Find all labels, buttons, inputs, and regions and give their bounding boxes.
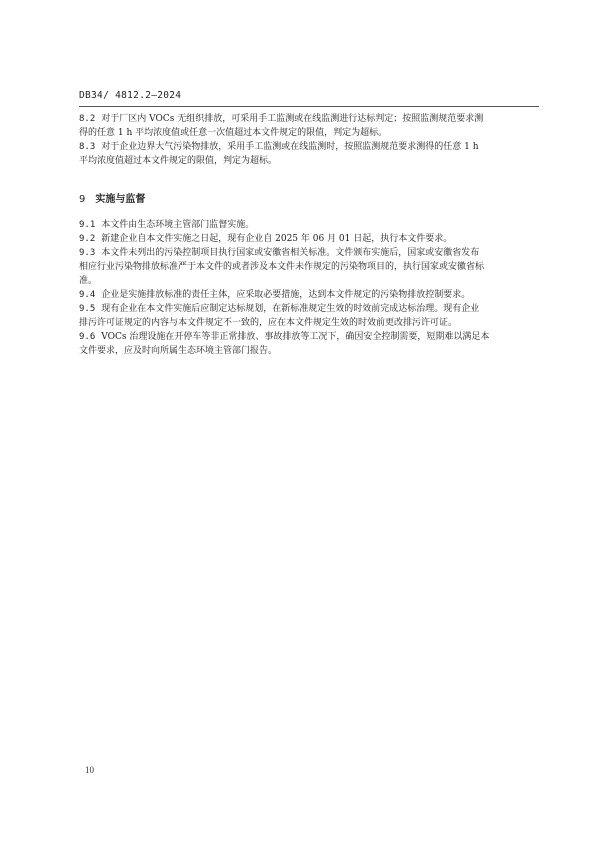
- clause-9-2: [79, 232, 534, 246]
- clause-9-1: [79, 218, 534, 232]
- clause-text: 新建企业自本文件实施之日起，现有企业自 2025 年 06 月 01 日起，执行本文件要求。: [101, 234, 453, 244]
- document-id: DB34/ 4812.2—2024: [79, 90, 182, 101]
- clause-text: 相应行业污染物排放标准严于本文件的或者涉及本文件未作规定的污染物项目的，执行国家或安徽省标: [79, 262, 485, 272]
- clause-text: 本文件未列出的污染控制项目执行国家或安徽省相关标准。文件颁布实施后，国家或安徽省发布: [101, 248, 480, 258]
- clause-text: 排污许可证规定的内容与本文件规定不一致的，应在本文件规定生效的时效前更改排污许可证。: [79, 318, 458, 328]
- section-heading-9: [79, 190, 145, 205]
- clause-number: 8.3: [79, 142, 96, 152]
- clause-text: 企业是实施排放标准的责任主体，应采取必要措施，达到本文件规定的污染物排放控制要求。: [101, 290, 471, 300]
- clause-9-3: [79, 246, 534, 288]
- header-divider: [79, 106, 539, 107]
- clause-text: 对于厂区内 VOCs 无组织排放，可采用手工监测或在线监测进行达标判定；按照监测规范要求测: [101, 114, 484, 124]
- clause-8-2: [79, 112, 534, 140]
- clause-9-6: [79, 330, 534, 358]
- clause-9-4: [79, 288, 534, 302]
- clause-text: 准。: [79, 276, 98, 286]
- clause-text: 对于企业边界大气污染物排放，采用手工监测或在线监测时，按照监测规范要求测得的任意 1 h: [101, 142, 479, 152]
- clause-text: 本文件由生态环境主管部门监督实施。: [101, 220, 255, 230]
- clause-text: 得的任意 1 h 平均浓度值或任意一次值超过本文件规定的限值，判定为超标。: [79, 128, 388, 138]
- clause-number: 9.5: [79, 304, 96, 314]
- clause-text: VOCs 治理设施在开停车等非正常排放、事故排放等工况下，确因安全控制需要，短期难以满足本: [101, 332, 490, 342]
- clause-text: 平均浓度值超过本文件规定的限值，判定为超标。: [79, 156, 278, 166]
- section-title: 实施与监督: [95, 194, 146, 205]
- section-9-block: [79, 218, 534, 358]
- clause-number: 9.4: [79, 290, 96, 300]
- page-number: 10: [85, 765, 94, 775]
- clause-number: 8.2: [79, 114, 96, 124]
- clause-number: 9.1: [79, 220, 96, 230]
- clause-8-3: [79, 140, 534, 168]
- clause-text: 现有企业在本文件实施后应制定达标规划，在新标准规定生效的时效前完成达标治理。现有企业: [101, 304, 480, 314]
- section-8-block: [79, 112, 534, 168]
- clause-number: 9.3: [79, 248, 96, 258]
- clause-number: 9.6: [79, 332, 96, 342]
- clause-number: 9.2: [79, 234, 96, 244]
- clause-9-5: [79, 302, 534, 330]
- clause-text: 文件要求，应及时向所属生态环境主管部门报告。: [79, 346, 278, 356]
- section-number: 9: [79, 194, 86, 205]
